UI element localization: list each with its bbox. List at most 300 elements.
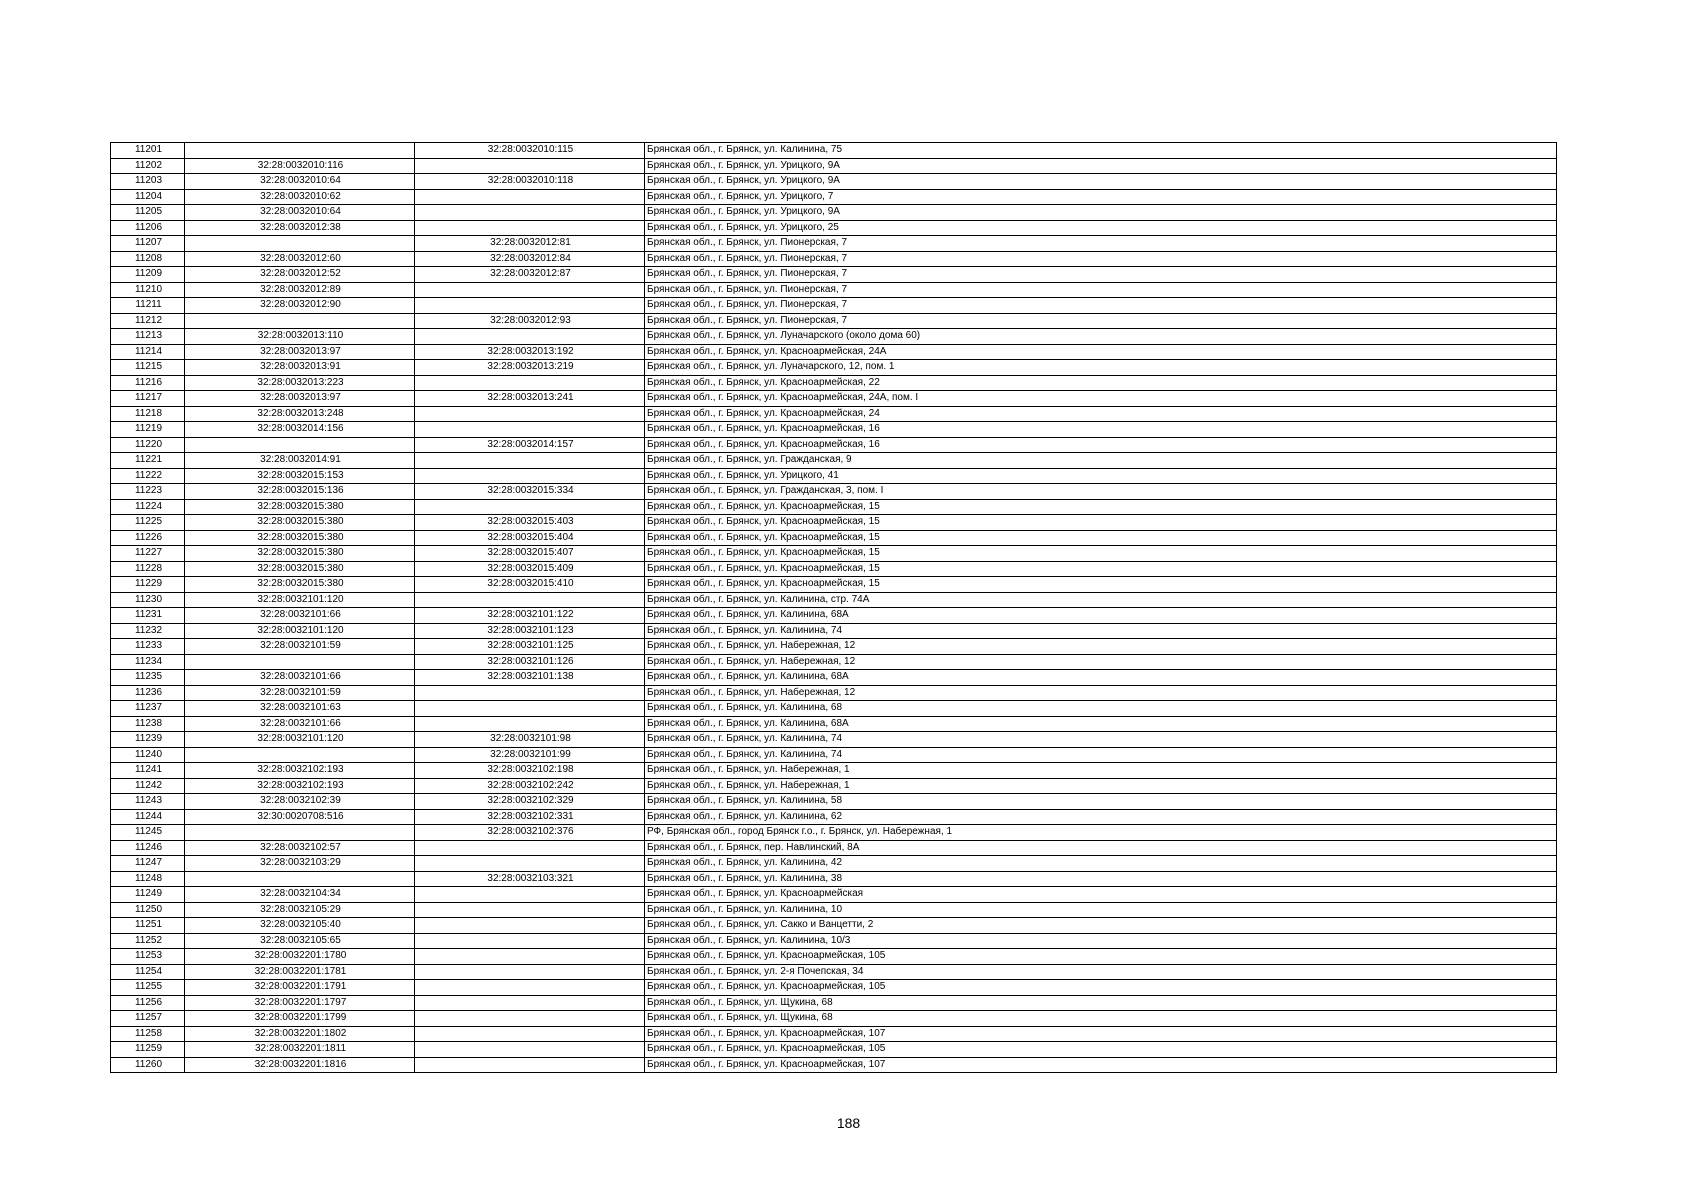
row-number-cell: 11226 <box>111 530 185 546</box>
object-cadastral-number-cell: 32:28:0032101:98 <box>415 732 645 748</box>
row-number-cell: 11248 <box>111 871 185 887</box>
cadastral-number-cell: 32:28:0032012:60 <box>185 251 415 267</box>
cadastral-number-cell: 32:28:0032201:1797 <box>185 995 415 1011</box>
address-cell: Брянская обл., г. Брянск, ул. Калинина, 58 <box>645 794 1557 810</box>
row-number-cell: 11225 <box>111 515 185 531</box>
object-cadastral-number-cell <box>415 1011 645 1027</box>
address-cell: Брянская обл., г. Брянск, ул. Калинина, 10/3 <box>645 933 1557 949</box>
address-cell: Брянская обл., г. Брянск, ул. Калинина, 38 <box>645 871 1557 887</box>
cadastral-number-cell: 32:28:0032201:1781 <box>185 964 415 980</box>
cadastral-number-cell: 32:28:0032101:66 <box>185 716 415 732</box>
object-cadastral-number-cell <box>415 329 645 345</box>
address-cell: Брянская обл., г. Брянск, ул. Набережная, 12 <box>645 639 1557 655</box>
address-cell: Брянская обл., г. Брянск, ул. Сакко и Ванцетти, 2 <box>645 918 1557 934</box>
object-cadastral-number-cell: 32:28:0032012:81 <box>415 236 645 252</box>
address-cell: Брянская обл., г. Брянск, ул. Набережная, 12 <box>645 685 1557 701</box>
cadastral-number-cell: 32:28:0032015:153 <box>185 468 415 484</box>
row-number-cell: 11235 <box>111 670 185 686</box>
address-cell: Брянская обл., г. Брянск, ул. Красноармейская, 15 <box>645 561 1557 577</box>
object-cadastral-number-cell <box>415 716 645 732</box>
cadastral-number-cell: 32:28:0032010:116 <box>185 158 415 174</box>
table-row <box>111 174 1557 190</box>
table-row <box>111 685 1557 701</box>
cadastral-number-cell: 32:28:0032010:62 <box>185 189 415 205</box>
object-cadastral-number-cell: 32:28:0032102:198 <box>415 763 645 779</box>
object-cadastral-number-cell: 32:28:0032102:329 <box>415 794 645 810</box>
address-cell: Брянская обл., г. Брянск, ул. Красноармейская, 22 <box>645 375 1557 391</box>
object-cadastral-number-cell: 32:28:0032012:87 <box>415 267 645 283</box>
table-row <box>111 995 1557 1011</box>
address-cell: Брянская обл., г. Брянск, ул. Набережная, 12 <box>645 654 1557 670</box>
address-cell: Брянская обл., г. Брянск, ул. Калинина, 10 <box>645 902 1557 918</box>
table-row <box>111 1011 1557 1027</box>
row-number-cell: 11204 <box>111 189 185 205</box>
table-row <box>111 639 1557 655</box>
cadastral-number-cell: 32:28:0032012:52 <box>185 267 415 283</box>
object-cadastral-number-cell <box>415 205 645 221</box>
table-row <box>111 189 1557 205</box>
address-cell: Брянская обл., г. Брянск, ул. Урицкого, 9А <box>645 158 1557 174</box>
table-row <box>111 825 1557 841</box>
registry-table-body <box>111 143 1557 1073</box>
object-cadastral-number-cell <box>415 856 645 872</box>
table-row <box>111 716 1557 732</box>
row-number-cell: 11255 <box>111 980 185 996</box>
cadastral-number-cell: 32:28:0032014:91 <box>185 453 415 469</box>
table-row <box>111 282 1557 298</box>
object-cadastral-number-cell: 32:28:0032015:407 <box>415 546 645 562</box>
address-cell: Брянская обл., г. Брянск, ул. Красноармейская, 107 <box>645 1057 1557 1073</box>
address-cell: Брянская обл., г. Брянск, ул. Красноармейская <box>645 887 1557 903</box>
object-cadastral-number-cell: 32:28:0032014:157 <box>415 437 645 453</box>
object-cadastral-number-cell <box>415 918 645 934</box>
object-cadastral-number-cell <box>415 685 645 701</box>
table-row <box>111 809 1557 825</box>
cadastral-number-cell: 32:28:0032101:120 <box>185 623 415 639</box>
object-cadastral-number-cell: 32:28:0032101:125 <box>415 639 645 655</box>
row-number-cell: 11216 <box>111 375 185 391</box>
object-cadastral-number-cell: 32:28:0032010:115 <box>415 143 645 159</box>
object-cadastral-number-cell: 32:28:0032015:403 <box>415 515 645 531</box>
registry-table <box>110 142 1557 1073</box>
row-number-cell: 11224 <box>111 499 185 515</box>
row-number-cell: 11259 <box>111 1042 185 1058</box>
table-row <box>111 794 1557 810</box>
cadastral-number-cell: 32:28:0032105:40 <box>185 918 415 934</box>
table-row <box>111 856 1557 872</box>
address-cell: Брянская обл., г. Брянск, ул. Красноармейская, 24А, пом. I <box>645 391 1557 407</box>
address-cell: Брянская обл., г. Брянск, ул. Пионерская, 7 <box>645 298 1557 314</box>
cadastral-number-cell: 32:28:0032101:120 <box>185 732 415 748</box>
row-number-cell: 11237 <box>111 701 185 717</box>
address-cell: Брянская обл., г. Брянск, ул. Красноармейская, 15 <box>645 515 1557 531</box>
address-cell: Брянская обл., г. Брянск, ул. Луначарского, 12, пом. 1 <box>645 360 1557 376</box>
row-number-cell: 11249 <box>111 887 185 903</box>
table-row <box>111 546 1557 562</box>
table-row <box>111 515 1557 531</box>
address-cell: Брянская обл., г. Брянск, пер. Навлинский, 8А <box>645 840 1557 856</box>
object-cadastral-number-cell <box>415 375 645 391</box>
cadastral-number-cell: 32:28:0032101:59 <box>185 685 415 701</box>
address-cell: Брянская обл., г. Брянск, ул. Луначарского (около дома 60) <box>645 329 1557 345</box>
cadastral-number-cell <box>185 236 415 252</box>
cadastral-number-cell: 32:28:0032015:380 <box>185 515 415 531</box>
address-cell: Брянская обл., г. Брянск, ул. Красноармейская, 16 <box>645 437 1557 453</box>
object-cadastral-number-cell <box>415 887 645 903</box>
cadastral-number-cell: 32:28:0032013:110 <box>185 329 415 345</box>
cadastral-number-cell: 32:28:0032012:38 <box>185 220 415 236</box>
table-row <box>111 422 1557 438</box>
row-number-cell: 11202 <box>111 158 185 174</box>
row-number-cell: 11241 <box>111 763 185 779</box>
cadastral-number-cell: 32:28:0032201:1802 <box>185 1026 415 1042</box>
row-number-cell: 11251 <box>111 918 185 934</box>
address-cell: Брянская обл., г. Брянск, ул. Красноармейская, 105 <box>645 980 1557 996</box>
table-row <box>111 437 1557 453</box>
address-cell: Брянская обл., г. Брянск, ул. Красноармейская, 16 <box>645 422 1557 438</box>
object-cadastral-number-cell <box>415 840 645 856</box>
row-number-cell: 11208 <box>111 251 185 267</box>
table-row <box>111 530 1557 546</box>
row-number-cell: 11230 <box>111 592 185 608</box>
object-cadastral-number-cell <box>415 499 645 515</box>
address-cell: Брянская обл., г. Брянск, ул. Набережная, 1 <box>645 778 1557 794</box>
table-row <box>111 887 1557 903</box>
cadastral-number-cell: 32:28:0032015:380 <box>185 577 415 593</box>
cadastral-number-cell <box>185 437 415 453</box>
cadastral-number-cell: 32:28:0032101:66 <box>185 670 415 686</box>
row-number-cell: 11229 <box>111 577 185 593</box>
object-cadastral-number-cell <box>415 468 645 484</box>
object-cadastral-number-cell: 32:28:0032012:84 <box>415 251 645 267</box>
row-number-cell: 11242 <box>111 778 185 794</box>
row-number-cell: 11260 <box>111 1057 185 1073</box>
object-cadastral-number-cell: 32:28:0032010:118 <box>415 174 645 190</box>
table-row <box>111 158 1557 174</box>
address-cell: Брянская обл., г. Брянск, ул. Калинина, 74 <box>645 623 1557 639</box>
cadastral-number-cell: 32:28:0032013:248 <box>185 406 415 422</box>
object-cadastral-number-cell: 32:28:0032101:138 <box>415 670 645 686</box>
object-cadastral-number-cell <box>415 1042 645 1058</box>
cadastral-number-cell: 32:28:0032015:380 <box>185 561 415 577</box>
object-cadastral-number-cell <box>415 995 645 1011</box>
cadastral-number-cell: 32:28:0032201:1811 <box>185 1042 415 1058</box>
address-cell: Брянская обл., г. Брянск, ул. Красноармейская, 15 <box>645 530 1557 546</box>
object-cadastral-number-cell: 32:28:0032015:409 <box>415 561 645 577</box>
table-row <box>111 344 1557 360</box>
row-number-cell: 11233 <box>111 639 185 655</box>
object-cadastral-number-cell: 32:28:0032015:404 <box>415 530 645 546</box>
row-number-cell: 11243 <box>111 794 185 810</box>
address-cell: Брянская обл., г. Брянск, ул. Пионерская, 7 <box>645 267 1557 283</box>
address-cell: Брянская обл., г. Брянск, ул. Калинина, 68А <box>645 716 1557 732</box>
cadastral-number-cell: 32:28:0032010:64 <box>185 205 415 221</box>
object-cadastral-number-cell <box>415 189 645 205</box>
object-cadastral-number-cell <box>415 282 645 298</box>
address-cell: Брянская обл., г. Брянск, ул. Калинина, 42 <box>645 856 1557 872</box>
row-number-cell: 11238 <box>111 716 185 732</box>
cadastral-number-cell: 32:28:0032201:1780 <box>185 949 415 965</box>
row-number-cell: 11201 <box>111 143 185 159</box>
cadastral-number-cell: 32:28:0032105:65 <box>185 933 415 949</box>
table-row <box>111 871 1557 887</box>
table-row <box>111 561 1557 577</box>
cadastral-number-cell: 32:28:0032101:66 <box>185 608 415 624</box>
object-cadastral-number-cell: 32:28:0032012:93 <box>415 313 645 329</box>
object-cadastral-number-cell: 32:28:0032102:242 <box>415 778 645 794</box>
row-number-cell: 11217 <box>111 391 185 407</box>
object-cadastral-number-cell: 32:28:0032013:219 <box>415 360 645 376</box>
address-cell: Брянская обл., г. Брянск, ул. Красноармейская, 24А <box>645 344 1557 360</box>
row-number-cell: 11246 <box>111 840 185 856</box>
object-cadastral-number-cell: 32:28:0032013:192 <box>415 344 645 360</box>
row-number-cell: 11203 <box>111 174 185 190</box>
address-cell: Брянская обл., г. Брянск, ул. Щукина, 68 <box>645 1011 1557 1027</box>
row-number-cell: 11205 <box>111 205 185 221</box>
object-cadastral-number-cell <box>415 980 645 996</box>
table-row <box>111 964 1557 980</box>
table-row <box>111 918 1557 934</box>
cadastral-number-cell <box>185 313 415 329</box>
address-cell: Брянская обл., г. Брянск, ул. Красноармейская, 107 <box>645 1026 1557 1042</box>
object-cadastral-number-cell <box>415 1057 645 1073</box>
cadastral-number-cell <box>185 871 415 887</box>
page-number: 188 <box>836 1115 861 1131</box>
row-number-cell: 11252 <box>111 933 185 949</box>
row-number-cell: 11257 <box>111 1011 185 1027</box>
table-row <box>111 623 1557 639</box>
cadastral-number-cell: 32:28:0032102:39 <box>185 794 415 810</box>
table-row <box>111 747 1557 763</box>
address-cell: Брянская обл., г. Брянск, ул. Калинина, 74 <box>645 747 1557 763</box>
row-number-cell: 11223 <box>111 484 185 500</box>
address-cell: Брянская обл., г. Брянск, ул. Красноармейская, 105 <box>645 949 1557 965</box>
cadastral-number-cell: 32:28:0032102:193 <box>185 763 415 779</box>
cadastral-number-cell <box>185 747 415 763</box>
table-row <box>111 577 1557 593</box>
row-number-cell: 11218 <box>111 406 185 422</box>
row-number-cell: 11220 <box>111 437 185 453</box>
object-cadastral-number-cell <box>415 902 645 918</box>
address-cell: Брянская обл., г. Брянск, ул. Урицкого, 41 <box>645 468 1557 484</box>
table-row <box>111 329 1557 345</box>
object-cadastral-number-cell <box>415 406 645 422</box>
object-cadastral-number-cell <box>415 949 645 965</box>
cadastral-number-cell: 32:28:0032104:34 <box>185 887 415 903</box>
address-cell: Брянская обл., г. Брянск, ул. Пионерская, 7 <box>645 236 1557 252</box>
table-row <box>111 592 1557 608</box>
row-number-cell: 11222 <box>111 468 185 484</box>
row-number-cell: 11234 <box>111 654 185 670</box>
table-row <box>111 313 1557 329</box>
table-row <box>111 468 1557 484</box>
object-cadastral-number-cell: 32:28:0032103:321 <box>415 871 645 887</box>
cadastral-number-cell: 32:28:0032010:64 <box>185 174 415 190</box>
address-cell: Брянская обл., г. Брянск, ул. Щукина, 68 <box>645 995 1557 1011</box>
address-cell: Брянская обл., г. Брянск, ул. Гражданская, 9 <box>645 453 1557 469</box>
table-row <box>111 1057 1557 1073</box>
table-row <box>111 267 1557 283</box>
table-row <box>111 980 1557 996</box>
row-number-cell: 11239 <box>111 732 185 748</box>
cadastral-number-cell: 32:28:0032015:380 <box>185 499 415 515</box>
table-row <box>111 732 1557 748</box>
table-row <box>111 1026 1557 1042</box>
table-row <box>111 360 1557 376</box>
table-row <box>111 949 1557 965</box>
address-cell: Брянская обл., г. Брянск, ул. Гражданская, 3, пом. I <box>645 484 1557 500</box>
table-row <box>111 205 1557 221</box>
table-row <box>111 453 1557 469</box>
cadastral-number-cell: 32:28:0032012:89 <box>185 282 415 298</box>
object-cadastral-number-cell <box>415 933 645 949</box>
address-cell: Брянская обл., г. Брянск, ул. Калинина, 68А <box>645 608 1557 624</box>
object-cadastral-number-cell <box>415 701 645 717</box>
row-number-cell: 11244 <box>111 809 185 825</box>
row-number-cell: 11245 <box>111 825 185 841</box>
cadastral-number-cell: 32:28:0032101:63 <box>185 701 415 717</box>
row-number-cell: 11207 <box>111 236 185 252</box>
cadastral-number-cell: 32:28:0032103:29 <box>185 856 415 872</box>
cadastral-number-cell: 32:28:0032102:57 <box>185 840 415 856</box>
object-cadastral-number-cell <box>415 1026 645 1042</box>
table-row <box>111 391 1557 407</box>
object-cadastral-number-cell: 32:28:0032101:123 <box>415 623 645 639</box>
row-number-cell: 11253 <box>111 949 185 965</box>
row-number-cell: 11247 <box>111 856 185 872</box>
object-cadastral-number-cell <box>415 220 645 236</box>
row-number-cell: 11231 <box>111 608 185 624</box>
row-number-cell: 11209 <box>111 267 185 283</box>
table-row <box>111 143 1557 159</box>
row-number-cell: 11258 <box>111 1026 185 1042</box>
cadastral-number-cell: 32:28:0032013:223 <box>185 375 415 391</box>
address-cell: Брянская обл., г. Брянск, ул. Красноармейская, 24 <box>645 406 1557 422</box>
address-cell: Брянская обл., г. Брянск, ул. Калинина, 74 <box>645 732 1557 748</box>
cadastral-number-cell: 32:28:0032101:59 <box>185 639 415 655</box>
table-row <box>111 406 1557 422</box>
cadastral-number-cell <box>185 825 415 841</box>
object-cadastral-number-cell <box>415 298 645 314</box>
cadastral-number-cell: 32:28:0032015:380 <box>185 530 415 546</box>
object-cadastral-number-cell: 32:28:0032101:99 <box>415 747 645 763</box>
object-cadastral-number-cell <box>415 964 645 980</box>
cadastral-number-cell: 32:28:0032201:1816 <box>185 1057 415 1073</box>
table-row <box>111 840 1557 856</box>
row-number-cell: 11250 <box>111 902 185 918</box>
object-cadastral-number-cell <box>415 422 645 438</box>
object-cadastral-number-cell: 32:28:0032101:126 <box>415 654 645 670</box>
cadastral-number-cell: 32:28:0032102:193 <box>185 778 415 794</box>
address-cell: Брянская обл., г. Брянск, ул. Пионерская, 7 <box>645 313 1557 329</box>
object-cadastral-number-cell <box>415 453 645 469</box>
cadastral-number-cell <box>185 143 415 159</box>
table-row <box>111 484 1557 500</box>
object-cadastral-number-cell: 32:28:0032015:334 <box>415 484 645 500</box>
address-cell: Брянская обл., г. Брянск, ул. Калинина, 62 <box>645 809 1557 825</box>
row-number-cell: 11254 <box>111 964 185 980</box>
address-cell: Брянская обл., г. Брянск, ул. Красноармейская, 15 <box>645 577 1557 593</box>
table-row <box>111 654 1557 670</box>
row-number-cell: 11236 <box>111 685 185 701</box>
cadastral-number-cell: 32:28:0032014:156 <box>185 422 415 438</box>
table-row <box>111 902 1557 918</box>
row-number-cell: 11232 <box>111 623 185 639</box>
table-row <box>111 1042 1557 1058</box>
address-cell: Брянская обл., г. Брянск, ул. Красноармейская, 15 <box>645 546 1557 562</box>
table-row <box>111 236 1557 252</box>
table-row <box>111 298 1557 314</box>
row-number-cell: 11219 <box>111 422 185 438</box>
table-row <box>111 499 1557 515</box>
object-cadastral-number-cell <box>415 592 645 608</box>
address-cell: Брянская обл., г. Брянск, ул. Калинина, стр. 74А <box>645 592 1557 608</box>
row-number-cell: 11228 <box>111 561 185 577</box>
object-cadastral-number-cell: 32:28:0032101:122 <box>415 608 645 624</box>
cadastral-number-cell <box>185 654 415 670</box>
cadastral-number-cell: 32:28:0032013:97 <box>185 344 415 360</box>
row-number-cell: 11221 <box>111 453 185 469</box>
row-number-cell: 11240 <box>111 747 185 763</box>
cadastral-number-cell: 32:30:0020708:516 <box>185 809 415 825</box>
object-cadastral-number-cell: 32:28:0032102:376 <box>415 825 645 841</box>
address-cell: Брянская обл., г. Брянск, ул. Урицкого, 25 <box>645 220 1557 236</box>
address-cell: Брянская обл., г. Брянск, ул. Набережная, 1 <box>645 763 1557 779</box>
row-number-cell: 11214 <box>111 344 185 360</box>
cadastral-number-cell: 32:28:0032015:380 <box>185 546 415 562</box>
address-cell: Брянская обл., г. Брянск, ул. Красноармейская, 105 <box>645 1042 1557 1058</box>
address-cell: Брянская обл., г. Брянск, ул. 2-я Почепская, 34 <box>645 964 1557 980</box>
cadastral-number-cell: 32:28:0032013:91 <box>185 360 415 376</box>
cadastral-number-cell: 32:28:0032201:1791 <box>185 980 415 996</box>
cadastral-number-cell: 32:28:0032012:90 <box>185 298 415 314</box>
cadastral-number-cell: 32:28:0032015:136 <box>185 484 415 500</box>
cadastral-number-cell: 32:28:0032201:1799 <box>185 1011 415 1027</box>
row-number-cell: 11227 <box>111 546 185 562</box>
row-number-cell: 11256 <box>111 995 185 1011</box>
row-number-cell: 11212 <box>111 313 185 329</box>
address-cell: Брянская обл., г. Брянск, ул. Урицкого, 7 <box>645 189 1557 205</box>
address-cell: Брянская обл., г. Брянск, ул. Пионерская, 7 <box>645 251 1557 267</box>
table-row <box>111 220 1557 236</box>
table-row <box>111 670 1557 686</box>
object-cadastral-number-cell: 32:28:0032015:410 <box>415 577 645 593</box>
object-cadastral-number-cell: 32:28:0032013:241 <box>415 391 645 407</box>
address-cell: Брянская обл., г. Брянск, ул. Красноармейская, 15 <box>645 499 1557 515</box>
row-number-cell: 11211 <box>111 298 185 314</box>
address-cell: Брянская обл., г. Брянск, ул. Пионерская, 7 <box>645 282 1557 298</box>
table-row <box>111 933 1557 949</box>
cadastral-number-cell: 32:28:0032105:29 <box>185 902 415 918</box>
cadastral-number-cell: 32:28:0032101:120 <box>185 592 415 608</box>
table-row <box>111 251 1557 267</box>
address-cell: Брянская обл., г. Брянск, ул. Калинина, 68 <box>645 701 1557 717</box>
address-cell: Брянская обл., г. Брянск, ул. Калинина, 68А <box>645 670 1557 686</box>
row-number-cell: 11206 <box>111 220 185 236</box>
table-row <box>111 375 1557 391</box>
table-row <box>111 701 1557 717</box>
address-cell: Брянская обл., г. Брянск, ул. Урицкого, 9А <box>645 205 1557 221</box>
row-number-cell: 11215 <box>111 360 185 376</box>
cadastral-number-cell: 32:28:0032013:97 <box>185 391 415 407</box>
object-cadastral-number-cell: 32:28:0032102:331 <box>415 809 645 825</box>
address-cell: Брянская обл., г. Брянск, ул. Калинина, 75 <box>645 143 1557 159</box>
address-cell: Брянская обл., г. Брянск, ул. Урицкого, 9А <box>645 174 1557 190</box>
table-row <box>111 778 1557 794</box>
table-row <box>111 608 1557 624</box>
row-number-cell: 11213 <box>111 329 185 345</box>
row-number-cell: 11210 <box>111 282 185 298</box>
